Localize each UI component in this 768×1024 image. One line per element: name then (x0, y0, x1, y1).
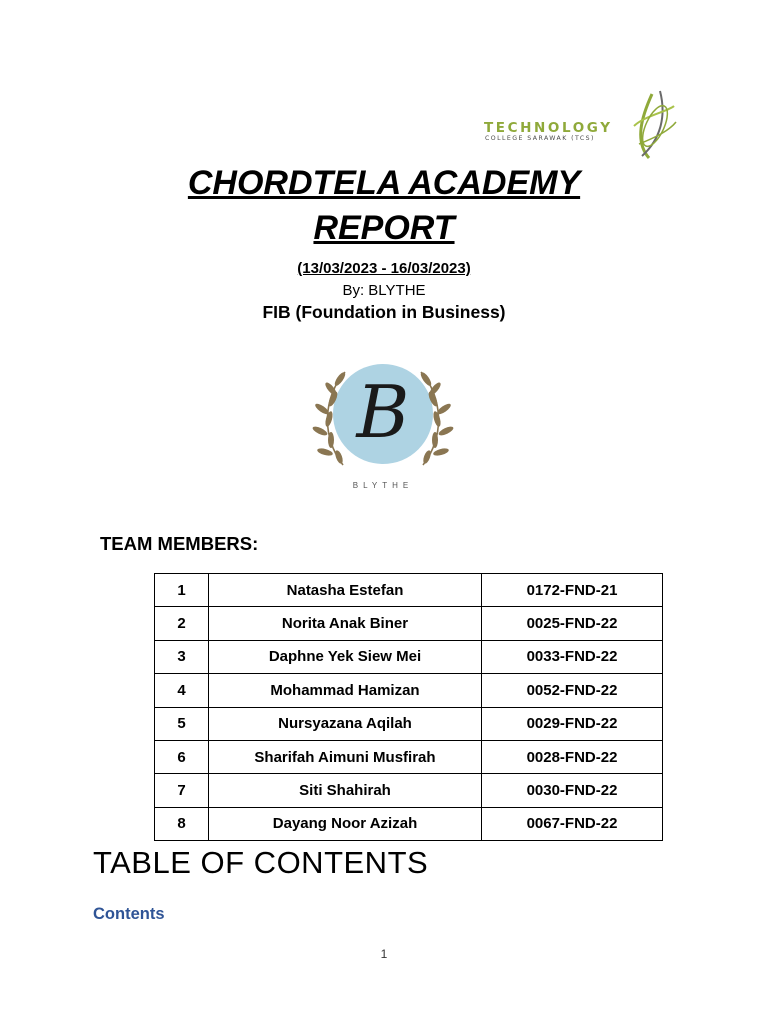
table-row (155, 740, 663, 773)
member-name: Nursyazana Aqilah (209, 707, 482, 740)
member-id: 0025-FND-22 (482, 607, 663, 640)
table-row (155, 640, 663, 673)
programme-name: FIB (Foundation in Business) (262, 302, 506, 322)
member-name: Mohammad Hamizan (209, 674, 482, 707)
table-row (155, 807, 663, 840)
member-name: Natasha Estefan (209, 574, 482, 607)
laurel-wreath-icon (283, 327, 483, 477)
member-number: 8 (155, 807, 209, 840)
report-title-line1: CHORDTELA ACADEMY (187, 164, 581, 202)
member-number: 4 (155, 674, 209, 707)
member-name: Daphne Yek Siew Mei (209, 640, 482, 673)
member-name: Sharifah Aimuni Musfirah (209, 740, 482, 773)
contents-label: Contents (93, 905, 165, 923)
member-number: 6 (155, 740, 209, 773)
member-id: 0172-FND-21 (482, 574, 663, 607)
team-members-table (154, 573, 663, 841)
member-number: 1 (155, 574, 209, 607)
member-id: 0029-FND-22 (482, 707, 663, 740)
college-logo-subname: COLLEGE SARAWAK (TCS) (485, 135, 595, 142)
member-id: 0028-FND-22 (482, 740, 663, 773)
member-number: 3 (155, 640, 209, 673)
team-logo-word: BLYTHE (352, 481, 414, 490)
member-id: 0033-FND-22 (482, 640, 663, 673)
byline: By: BLYTHE (342, 282, 426, 299)
team-logo (283, 327, 483, 517)
member-id: 0030-FND-22 (482, 774, 663, 807)
date-range: (13/03/2023 - 16/03/2023) (297, 260, 471, 277)
college-logo (474, 86, 684, 164)
table-row (155, 607, 663, 640)
member-number: 7 (155, 774, 209, 807)
member-name: Dayang Noor Azizah (209, 807, 482, 840)
page-number: 1 (380, 947, 388, 961)
member-number: 5 (155, 707, 209, 740)
table-row (155, 774, 663, 807)
member-name: Siti Shahirah (209, 774, 482, 807)
member-number: 2 (155, 607, 209, 640)
team-members-heading: TEAM MEMBERS: (100, 533, 259, 554)
table-row (155, 707, 663, 740)
member-name: Norita Anak Biner (209, 607, 482, 640)
report-title-line2: REPORT (313, 209, 455, 247)
toc-heading: TABLE OF CONTENTS (93, 845, 429, 880)
college-logo-name: TECHNOLOGY (484, 120, 613, 136)
member-id: 0052-FND-22 (482, 674, 663, 707)
member-id: 0067-FND-22 (482, 807, 663, 840)
table-row (155, 674, 663, 707)
table-row (155, 574, 663, 607)
team-logo-letter: B (356, 370, 410, 454)
